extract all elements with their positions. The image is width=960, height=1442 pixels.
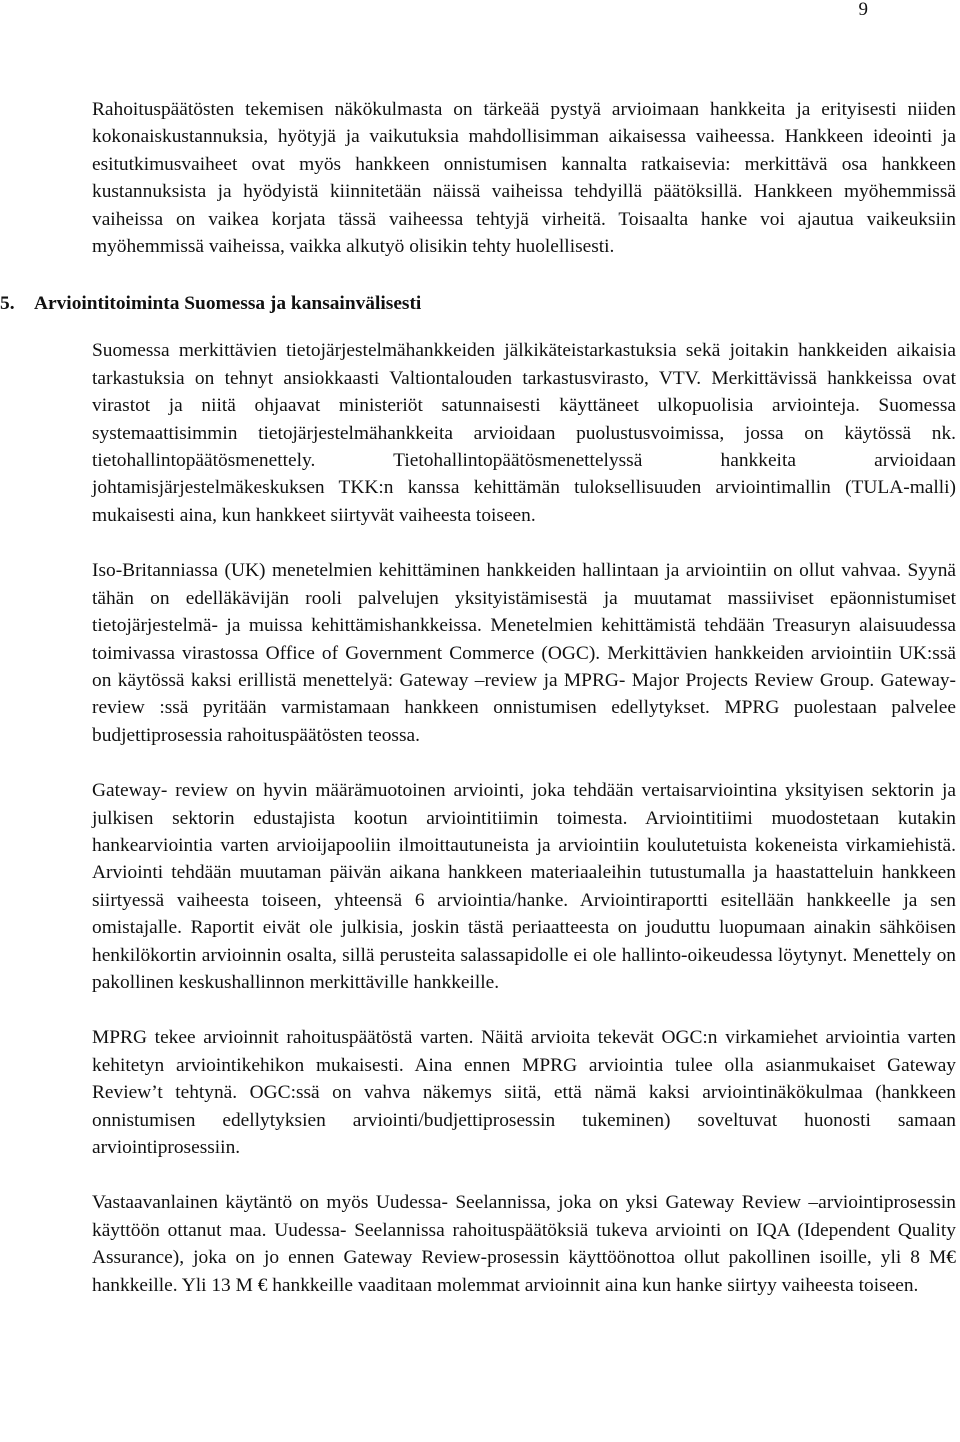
paragraph-gateway-review: Gateway- review on hyvin määrämuotoinen arviointi, joka tehdään vertaisarviointina yksityisen sektorin ja julkisen sektorin edustajista kootun arviointitiimin toimesta. Arviointitiimi muodostetaan kutakin hankearviointia varten arvioijapooliin ilmoittautuneista ja arviointiin koulutetuista kokeneista virkamiehistä. Arviointi tehdään muutaman päivän aikana hankkeen materiaaleihin tutustumalla ja haastatteluin hankkeen siirtyessä vaiheesta toiseen, yhteensä 6 arviointia/hanke. Arviointiraportti esitellään hankkeelle ja sen omistajalle. Raportit eivät ole julkisia, joskin tästä periaatteesta on jouduttu luopumaan ainakin sähköisen henkilökortin arvioinnin osalta, sillä perusteita salassapidolle ei ole hallinto-oikeudessa löytynyt. Menettely on pakollinen keskushallinnon merkittäville hankkeille.: [92, 780, 956, 993]
section-number: 5.: [0, 293, 15, 315]
intro-paragraph: Rahoituspäätösten tekemisen näkökulmasta on tärkeää pystyä arvioimaan hankkeita ja erityisesti niiden kokonaiskustannuksia, hyötyjä ja vaikutuksia mahdollisimman aikaisessa vaiheessa. Hankkeen ideointi ja esitutkimusvaiheet ovat myös hankkeen onnistumisen kannalta ratkaisevia: merkittävä osa hankkeen kustannuksista ja hyödyistä kiinnitetään näissä vaiheissa tehdyillä päätöksillä. Hankkeen myöhemmissä vaiheissa on vaikea korjata tässä vaiheessa tehtyjä virheitä. Toisaalta hanke voi ajautua vaikeuksiin myöhemmissä vaiheissa, vaikka alkutyö olisikin tehty huolellisesti.: [92, 99, 956, 258]
section-title: Arviointitoiminta Suomessa ja kansainvälisesti: [34, 293, 422, 315]
paragraph-finland: Suomessa merkittävien tietojärjestelmähankkeiden jälkikäteistarkastuksia sekä joitakin hankkeiden aikaisia tarkastuksia on tehnyt ansiokkaasti Valtiontalouden tarkastusvirasto, VTV. Merkittävissä hankkeissa ovat virastot ja niitä ohjaavat ministeriöt satunnaisesti käyttäneet ulkopuolisia arviointeja. Suomessa systemaattisimmin tietojärjestelmähankkeita arvioidaan puolustusvoimissa, jossa on käytössä nk. tietohallintopäätösmenettely. Tietohallintopäätösmenettelyssä hankkeita arvioidaan johtamisjärjestelmäkeskuksen TKK:n kanssa kehittämän tuloksellisuuden arviointimallin (TULA-malli) mukaisesti aina, kun hankkeet siirtyvät vaiheesta toiseen.: [92, 340, 956, 526]
paragraph-new-zealand: Vastaavanlainen käytäntö on myös Uudessa- Seelannissa, joka on yksi Gateway Review –arviointiprosessin käyttöön ottanut maa. Uudessa- Seelannissa rahoituspäätöksiä tukeva arviointi on IQA (Idependent Quality Assurance), joka on jo ennen Gateway Review-prosessin käyttöönottoa ollut pakollinen isoille, yli 8 M€ hankkeille. Yli 13 M € hankkeille vaaditaan molemmat arvioinnit aina kun hanke siirtyy vaiheesta toiseen.: [92, 1192, 956, 1296]
document-body: [0, 96, 956, 1327]
paragraph-mprg: MPRG tekee arvioinnit rahoituspäätöstä varten. Näitä arvioita tekevät OGC:n virkamiehet arviointia varten kehitetyn arviointikehikon mukaisesti. Aina ennen MPRG arviointia tulee olla asianmukaiset Gateway Review’t tehtynä. OGC:ssä on vahva näkemys siitä, että nämä kaksi arviointinäkökulmaa (hankkeen onnistumisen edellytyksien arviointi/budjettiprosessin tukeminen) soveltuvat huonosti samaan arviointiprosessiin.: [92, 1027, 956, 1158]
paragraph-uk: Iso-Britanniassa (UK) menetelmien kehittäminen hankkeiden hallintaan ja arviointiin on ollut vahvaa. Syynä tähän on edelläkävijän rooli palvelujen yksityistämisestä ja muutamat massiiviset epäonnistumiset tietojärjestelmä- ja muissa kehittämishankkeissa. Menetelmien kehittämistä tehdään Treasuryn alaisuudessa toimivassa virastossa Office of Government Commerce (OGC). Merkittävien hankkeiden arviointiin UK:ssä on käytössä kaksi erillistä menettelyä: Gateway –review ja MPRG- Major Projects Review Group. Gateway- review :ssä pyritään varmistamaan hankkeen onnistumisen edellytykset. MPRG puolestaan palvelee budjettiprosessia rahoituspäätösten teossa.: [92, 560, 956, 746]
section-heading: [0, 292, 956, 316]
page-number: 9: [858, 0, 868, 20]
